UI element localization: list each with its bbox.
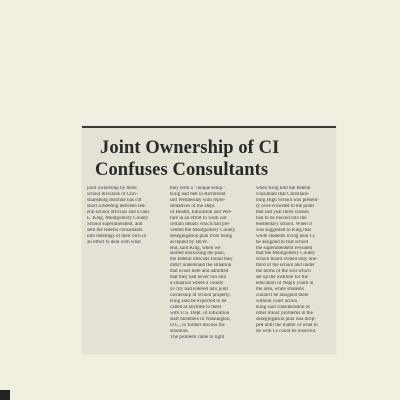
- article-text-line: into meetings of their own in: [87, 233, 146, 239]
- article-text-line: situation.: [170, 328, 189, 334]
- article-column-2: [170, 186, 249, 352]
- article-text-line: certain details which had pre-: [170, 221, 231, 227]
- article-text-line: sent the federal consultants: [87, 227, 143, 233]
- article-text-line: white students living near CI: [256, 233, 315, 239]
- article-text-line: when King told the federal: [256, 186, 311, 191]
- article-text-line: last Wednesday with repre-: [170, 197, 226, 203]
- article-text-line: set up the institute for the: [256, 275, 308, 281]
- article-text-line: sentatives of the Dept.: [170, 203, 216, 209]
- article-text-line: education of Negro youth in: [256, 281, 314, 287]
- article-column-1: [87, 186, 164, 248]
- article-text-line: King had met in Richmond: [170, 191, 226, 197]
- article-text-line: or city had entered into joint: [170, 287, 228, 293]
- article-text-line: an effort to deal with what: [87, 239, 141, 245]
- article-text-line: elementary school. When it: [256, 221, 312, 227]
- article-text-line: that the Montgomery County: [256, 251, 316, 257]
- article-text-line: burg High School was present-: [256, 197, 320, 203]
- article-text-line: that last year three classes: [256, 209, 309, 215]
- article-text-line: couldn't be assigned there: [256, 293, 309, 299]
- article-text-line: school divisions of Chri-: [87, 191, 138, 197]
- article-text-line: L. King, Montgomery County: [87, 215, 149, 221]
- article-text-line: third of the school and under: [256, 263, 315, 269]
- article-text-line: with U.S. Dept. of Education: [170, 311, 230, 317]
- article-text-line: a situation where a county: [170, 281, 224, 287]
- article-text-line: consultant that Christians-: [256, 191, 310, 197]
- article-text-line: the area, white students: [256, 287, 304, 293]
- article-text-line: desegregation plan was drop-: [256, 316, 316, 322]
- article-text-line: ped until the matter of what to: [256, 322, 318, 328]
- article-text-line: they term a "unique setup.": [170, 186, 226, 191]
- article-text-line: vented the Montgomery County: [170, 227, 236, 233]
- article-text-line: staff members in Washington,: [170, 316, 231, 322]
- article-text-line: ownership of school property.: [170, 293, 231, 299]
- article-text-line: King said consideration of: [256, 305, 310, 311]
- article-text-line: School superintendent, and: [87, 221, 143, 227]
- article-text-line: D.C., to further discuss the: [170, 322, 225, 328]
- article-text-line: the terms of the will which: [256, 269, 311, 275]
- article-text-line: The problem came to light: [170, 334, 225, 340]
- article-text-line: that exists here and admitted: [170, 269, 229, 275]
- article-text-line: accepted by HEW.: [170, 239, 208, 245]
- article-text-line: didn't understand the situation: [170, 263, 232, 269]
- article-text-line: had to be moved into the: [256, 215, 307, 221]
- article-column-3: [256, 186, 334, 336]
- article-text-line: the superintendent revealed: [256, 245, 313, 251]
- article-text-line: be assigned to that school: [256, 239, 309, 245]
- article-text-line: fare in an effort to work out: [170, 215, 227, 221]
- article-text-line: But, said King, when we: [170, 245, 221, 251]
- article-text-line: started discussing the plan,: [170, 251, 225, 257]
- article-text-line: ly over-crowded to the point: [256, 203, 314, 209]
- headline-top-rule: [82, 126, 336, 128]
- article-text-line: stiansburg Institute has cut: [87, 197, 142, 203]
- article-text-line: do with CI could be resolved.: [256, 328, 317, 334]
- article-text-line: called at anytime to meet: [170, 305, 222, 311]
- scan-corner-shadow: [0, 390, 10, 400]
- article-text-line: other minor problems in the: [256, 311, 313, 317]
- article-text-line: that they had never run into: [170, 275, 227, 281]
- article-text-line: eral school officials and Evans: [87, 209, 150, 215]
- article-text-line: school board owned only one-: [256, 257, 318, 263]
- headline-line-2: Confuses Consultants: [95, 160, 269, 180]
- article-text-line: the federal officials found they: [170, 257, 233, 263]
- headline-line-1: Joint Ownership of CI: [100, 138, 280, 158]
- article-text-line: short a meeting between fed-: [87, 203, 147, 209]
- article-text-line: King said he expected to be: [170, 299, 227, 305]
- article-text-line: joint ownership by three: [87, 186, 137, 191]
- article-text-line: of Health, Education and Wel-: [170, 209, 232, 215]
- article-text-line: desegregation plan from being: [170, 233, 233, 239]
- article-text-line: was suggested to King that: [256, 227, 311, 233]
- article-text-line: without court action.: [256, 299, 299, 305]
